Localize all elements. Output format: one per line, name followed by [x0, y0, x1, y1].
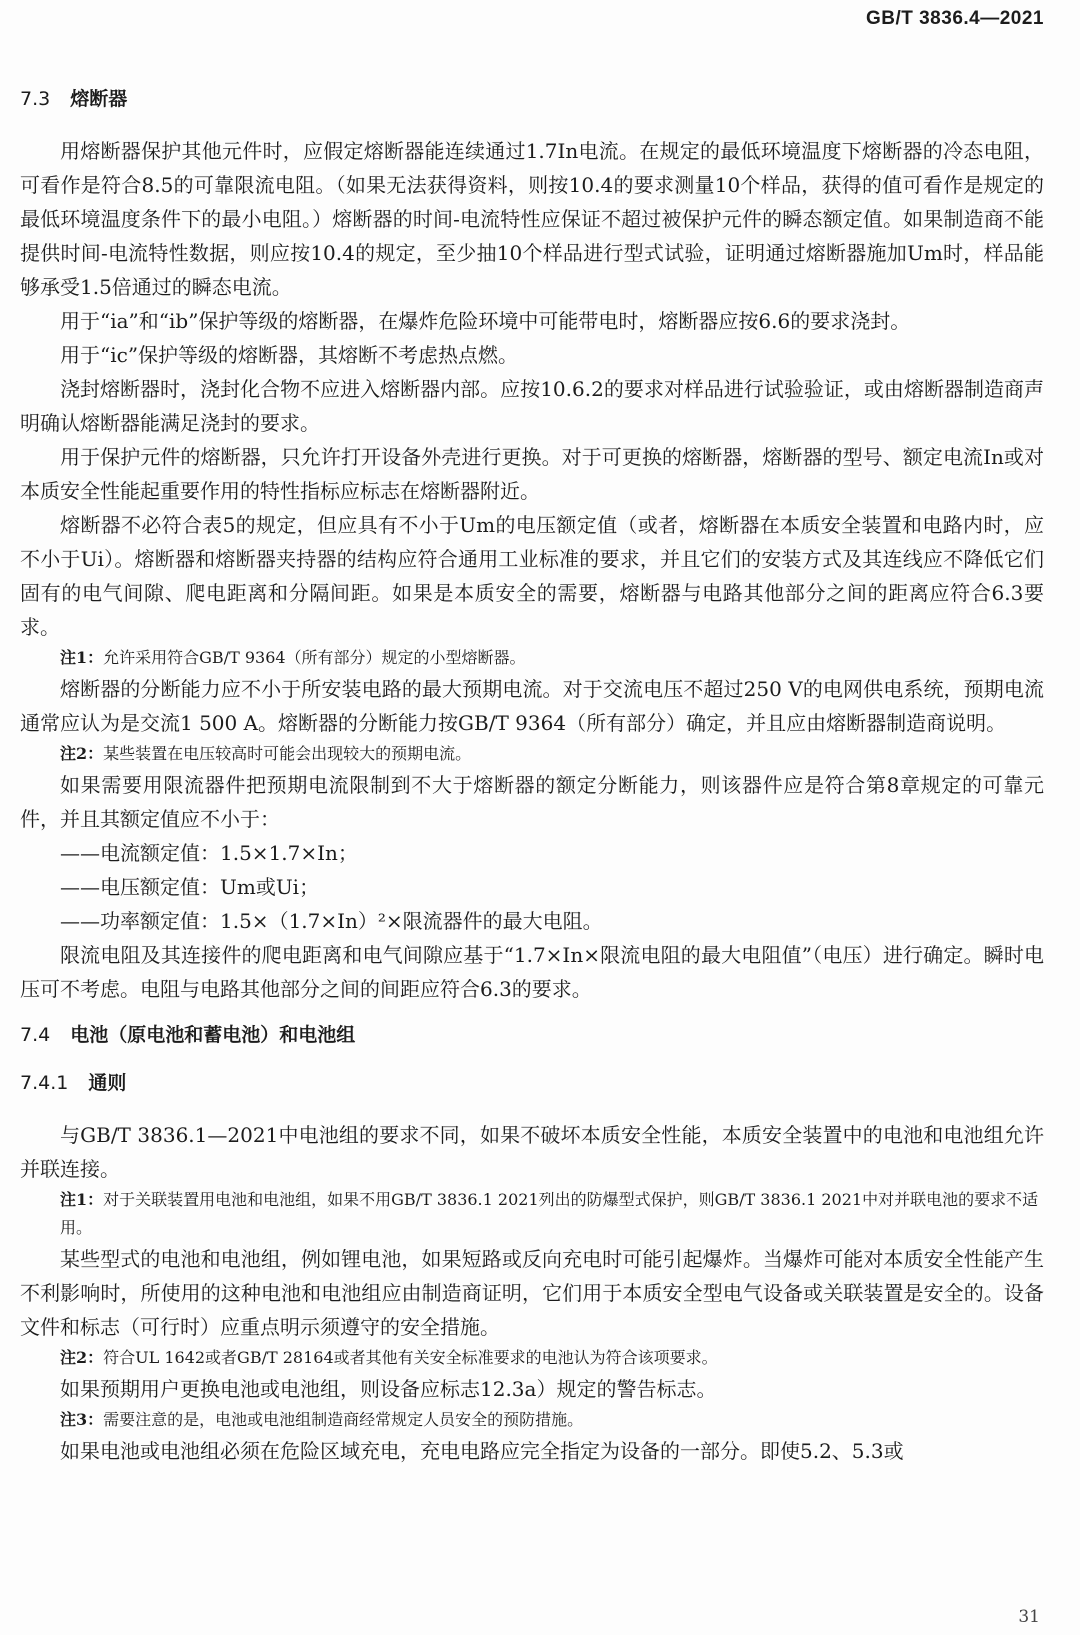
note-text: 允许采用符合GB/T 9364（所有部分）规定的小型熔断器。: [103, 648, 526, 667]
section-title: 通则: [88, 1072, 127, 1094]
paragraph: 如果预期用户更换电池或电池组，则设备应标志12.3a）规定的警告标志。: [60, 1377, 717, 1401]
paragraph: 用于“ic”保护等级的熔断器，其熔断不考虑热点燃。: [60, 343, 519, 367]
note: [60, 1406, 1044, 1434]
dash-list-item: ——电压额定值：Um或Ui；: [60, 875, 320, 899]
note: [60, 1186, 1044, 1242]
paragraph: 熔断器不必符合表5的规定，但应具有不小于Um的电压额定值（或者，熔断器在本质安全装置和电路内时，应不小于Ui）。熔断器和熔断器夹持器的结构应符合通用工业标准的要求，并且它们的安装方式及其连线应不降低它们固有的电气间隙、爬电距离和分隔间距。如果是本质安全的需要，熔断器与电路其他部分之间的距离应符合6.3要求。: [20, 513, 1044, 639]
section-title: 电池（原电池和蓄电池）和电池组: [70, 1024, 356, 1046]
note: [60, 740, 1044, 768]
section-7-3-heading: [20, 86, 1044, 112]
note-label: 注2：: [60, 1348, 104, 1367]
page-number: 31: [1018, 1607, 1040, 1627]
dash-list-item: ——电流额定值：1.5×1.7×In；: [60, 841, 358, 865]
note: [60, 644, 1044, 672]
note: [60, 1344, 1044, 1372]
section-title: 熔断器: [70, 88, 128, 110]
paragraph: 如果需要用限流器件把预期电流限制到不大于熔断器的额定分断能力，则该器件应是符合第8章规定的可靠元件，并且其额定值应不小于：: [20, 773, 1044, 831]
note-text: 需要注意的是，电池或电池组制造商经常规定人员安全的预防措施。: [103, 1410, 584, 1429]
note-label: 注2：: [60, 744, 104, 763]
note-label: 注1：: [60, 1190, 104, 1209]
paragraph: 限流电阻及其连接件的爬电距离和电气间隙应基于“1.7×In×限流电阻的最大电阻值”（电压）进行确定。瞬时电压可不考虑。电阻与电路其他部分之间的间距应符合6.3的要求。: [20, 943, 1044, 1001]
document-body: [20, 86, 1044, 1468]
paragraph: 用熔断器保护其他元件时，应假定熔断器能连续通过1.7In电流。在规定的最低环境温度下熔断器的冷态电阻，可看作是符合8.5的可靠限流电阻。（如果无法获得资料，则按10.4的要求测量10个样品，获得的值可看作是规定的最低环境温度条件下的最小电阻。）熔断器的时间-电流特性应保证不超过被保护元件的瞬态额定值。如果制造商不能提供时间-电流特性数据，则应按10.4的规定，至少抽10个样品进行型式试验，证明通过熔断器施加Um时，样品能够承受1.5倍通过的瞬态电流。: [20, 139, 1044, 299]
dash-list-item: ——功率额定值：1.5×（1.7×In）²×限流器件的最大电阻。: [60, 909, 603, 933]
paragraph: 用于“ia”和“ib”保护等级的熔断器，在爆炸危险环境中可能带电时，熔断器应按6.6的要求浇封。: [60, 309, 911, 333]
section-7-4-heading: [20, 1022, 1044, 1048]
paragraph: 用于保护元件的熔断器，只允许打开设备外壳进行更换。对于可更换的熔断器，熔断器的型号、额定电流In或对本质安全性能起重要作用的特性指标应标志在熔断器附近。: [20, 445, 1044, 503]
section-number: 7.3: [20, 88, 51, 110]
paragraph: 与GB/T 3836.1—2021中电池组的要求不同，如果不破坏本质安全性能，本质安全装置中的电池和电池组允许并联连接。: [20, 1123, 1044, 1181]
note-label: 注3：: [60, 1410, 104, 1429]
paragraph: 某些型式的电池和电池组，例如锂电池，如果短路或反向充电时可能引起爆炸。当爆炸可能对本质安全性能产生不利影响时，所使用的这种电池和电池组应由制造商证明，它们用于本质安全型电气设备或关联装置是安全的。设备文件和标志（可行时）应重点明示须遵守的安全措施。: [20, 1247, 1044, 1339]
note-label: 注1：: [60, 648, 104, 667]
note-text: 符合UL 1642或者GB/T 28164或者其他有关安全标准要求的电池认为符合该项要求。: [103, 1348, 718, 1367]
section-number: 7.4: [20, 1024, 51, 1046]
paragraph: 浇封熔断器时，浇封化合物不应进入熔断器内部。应按10.6.2的要求对样品进行试验验证，或由熔断器制造商声明确认熔断器能满足浇封的要求。: [20, 377, 1044, 435]
paragraph: 熔断器的分断能力应不小于所安装电路的最大预期电流。对于交流电压不超过250 V的电网供电系统，预期电流通常应认为是交流1 500 A。熔断器的分断能力按GB/T 9364（所有部分）确定，并且应由熔断器制造商说明。: [20, 677, 1044, 735]
section-number: 7.4.1: [20, 1072, 69, 1094]
paragraph: 如果电池或电池组必须在危险区域充电，充电电路应完全指定为设备的一部分。即使5.2、5.3或: [60, 1439, 904, 1463]
note-text: 对于关联装置用电池和电池组，如果不用GB/T 3836.1 2021列出的防爆型式保护，则GB/T 3836.1 2021中对并联电池的要求不适用。: [60, 1190, 1039, 1237]
standard-code-header: GB/T 3836.4—2021: [865, 8, 1044, 29]
note-text: 某些装置在电压较高时可能会出现较大的预期电流。: [103, 744, 472, 763]
section-7-4-1-heading: [20, 1070, 1044, 1096]
